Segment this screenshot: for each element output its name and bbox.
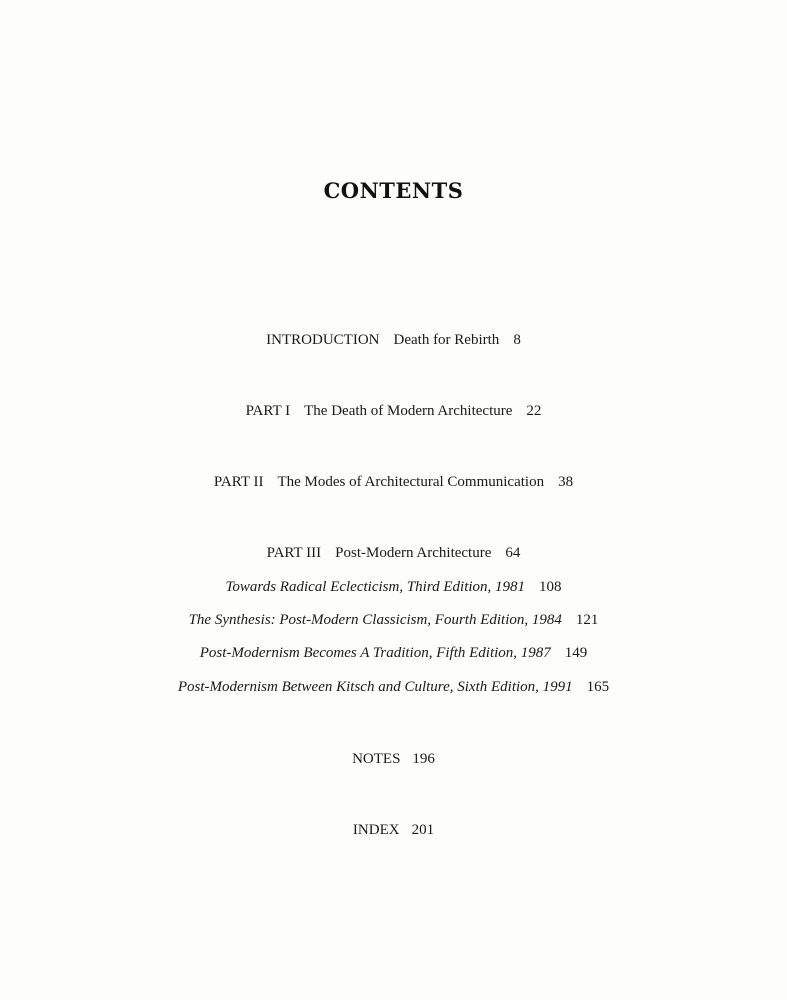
toc-entry-label: INDEX <box>352 822 400 838</box>
toc-entry-page: 165 <box>586 679 610 695</box>
toc-entry-title: Death for Rebirth <box>393 332 500 348</box>
toc-entry-title: Post-Modern Architecture <box>335 545 492 561</box>
toc-entry-part-3 <box>0 543 787 563</box>
toc-entry-index <box>0 820 787 840</box>
toc-subentry <box>0 577 787 597</box>
toc-entry-title: Post-Modernism Between Kitsch and Culture, Sixth Edition, 1991 <box>177 679 573 695</box>
toc-entry-title: Post-Modernism Becomes A Tradition, Fifth Edition, 1987 <box>199 645 551 661</box>
toc-entry-label: PART I <box>245 403 291 419</box>
toc-entry-introduction <box>0 330 787 350</box>
toc-entry-page: 196 <box>412 751 435 767</box>
toc-entry-label: NOTES <box>352 751 401 767</box>
toc-entry-title: The Synthesis: Post-Modern Classicism, Fourth Edition, 1984 <box>188 612 562 628</box>
toc-entry-page: 201 <box>411 822 435 838</box>
toc-entry-label: PART III <box>266 545 322 561</box>
page-title: CONTENTS <box>323 178 464 203</box>
toc-entry-title: The Death of Modern Architecture <box>304 403 513 419</box>
toc-subentry <box>0 677 787 697</box>
toc-entry-label: PART II <box>213 474 264 490</box>
toc-entry-page: 108 <box>539 579 562 595</box>
toc-entry-label: INTRODUCTION <box>266 332 380 348</box>
toc-entry-part-2 <box>0 472 787 492</box>
toc-entry-page: 149 <box>564 645 588 661</box>
toc-entry-page: 38 <box>558 474 574 490</box>
toc-entry-page: 64 <box>505 545 521 561</box>
toc-entry-page: 8 <box>513 332 521 348</box>
toc-entry-page: 121 <box>575 612 599 628</box>
toc-entry-part-1 <box>0 401 787 421</box>
toc-entry-notes <box>0 749 787 769</box>
toc-subentry <box>0 610 787 630</box>
toc-entry-title: The Modes of Architectural Communication <box>277 474 545 490</box>
toc-subentry <box>0 643 787 663</box>
toc-entry-page: 22 <box>526 403 542 419</box>
toc-entry-title: Towards Radical Eclecticism, Third Edition, 1981 <box>225 579 526 595</box>
